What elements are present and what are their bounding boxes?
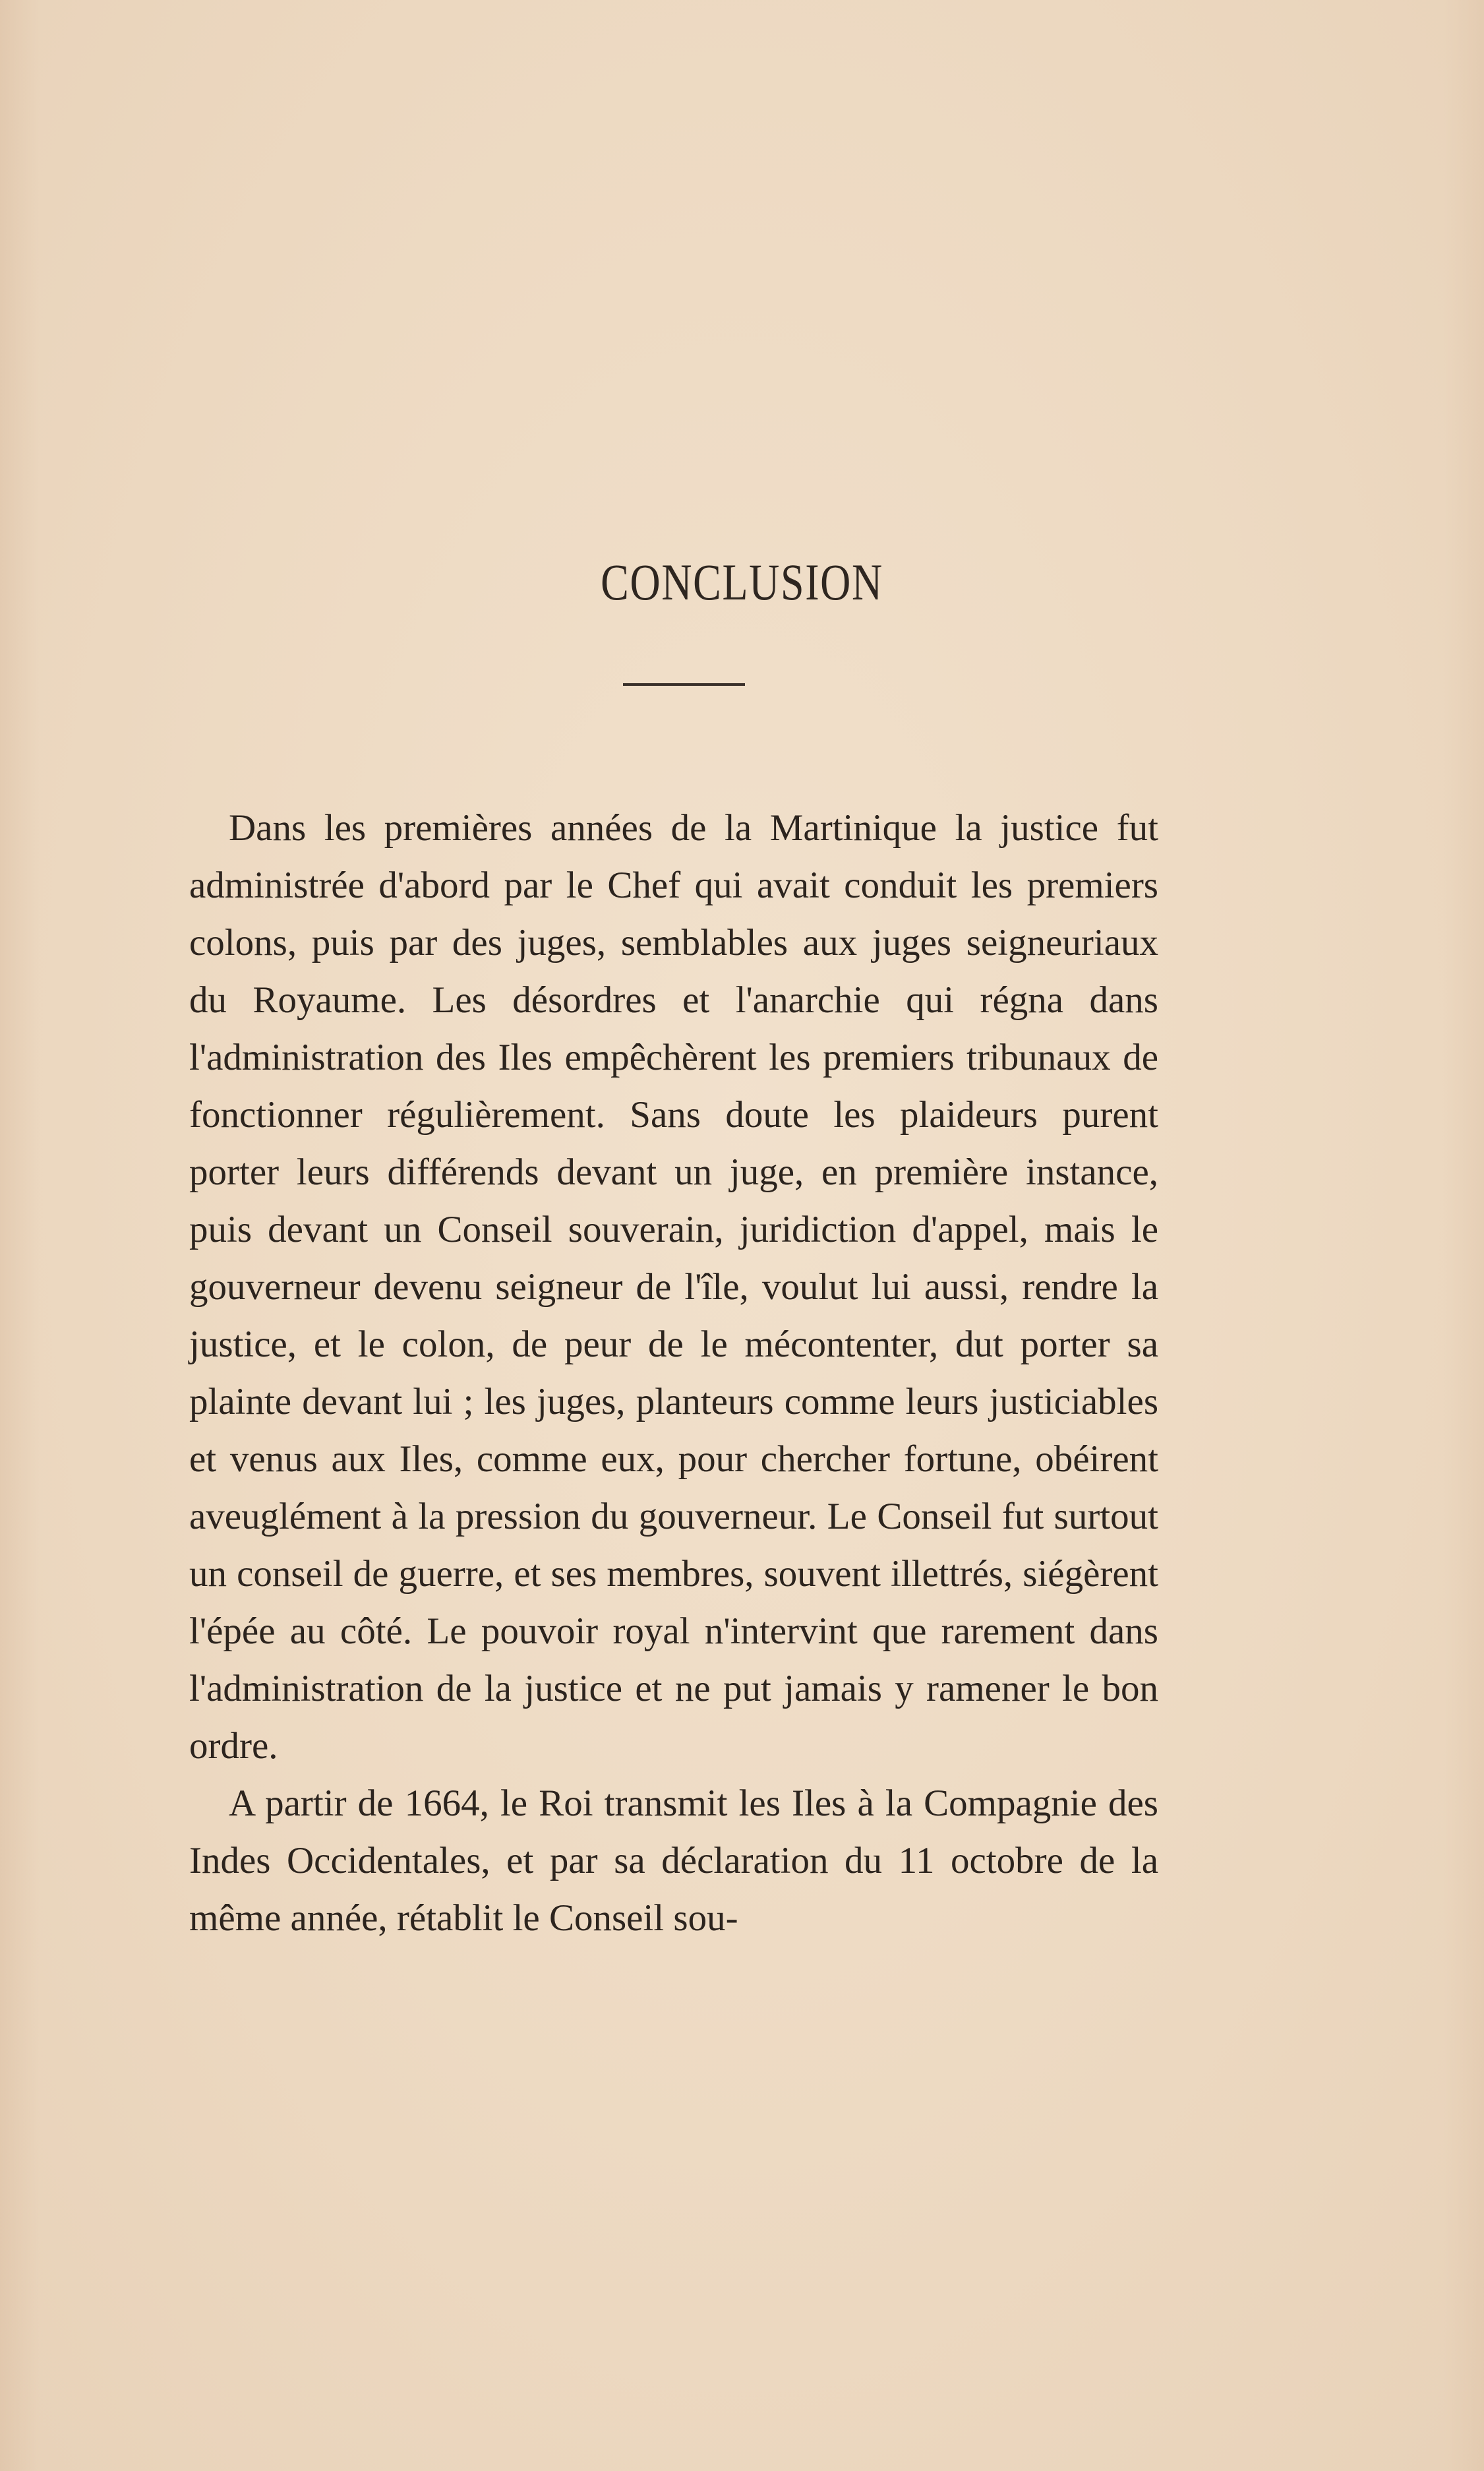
- paragraph: Dans les premières années de la Martinique la justice fut administrée d'abord par le Chef qui avait conduit les premiers colons, puis par des juges, semblables aux juges seigneuriaux du Royaume. Les désordres et l'anarchie qui régna dans l'administration des Iles empêchèrent les premiers tribunaux de fonctionner régulièrement. Sans doute les plaideurs purent porter leurs différends devant un juge, en première instance, puis devant un Conseil souverain, juridiction d'appel, mais le gouverneur devenu seigneur de l'île, voulut lui aussi, rendre la justice, et le colon, de peur de le mécontenter, dut porter sa plainte devant lui ; les juges, planteurs comme leurs justiciables et venus aux Iles, comme eux, pour chercher fortune, obéirent aveuglément à la pression du gouverneur. Le Conseil fut surtout un conseil de guerre, et ses membres, souvent illettrés, siégèrent l'épée au côté. Le pouvoir royal n'intervint que rarement dans l'administration de la justice et ne put jamais y ramener le bon ordre.: [189, 807, 1158, 1767]
- title-divider: [623, 683, 745, 686]
- page-title: CONCLUSION: [601, 553, 883, 611]
- body-text: [189, 799, 1158, 1947]
- paragraph: A partir de 1664, le Roi transmit les Iles à la Compagnie des Indes Occidentales, et par sa déclaration du 11 octobre de la même année, rétablit le Conseil sou-: [189, 1783, 1158, 1939]
